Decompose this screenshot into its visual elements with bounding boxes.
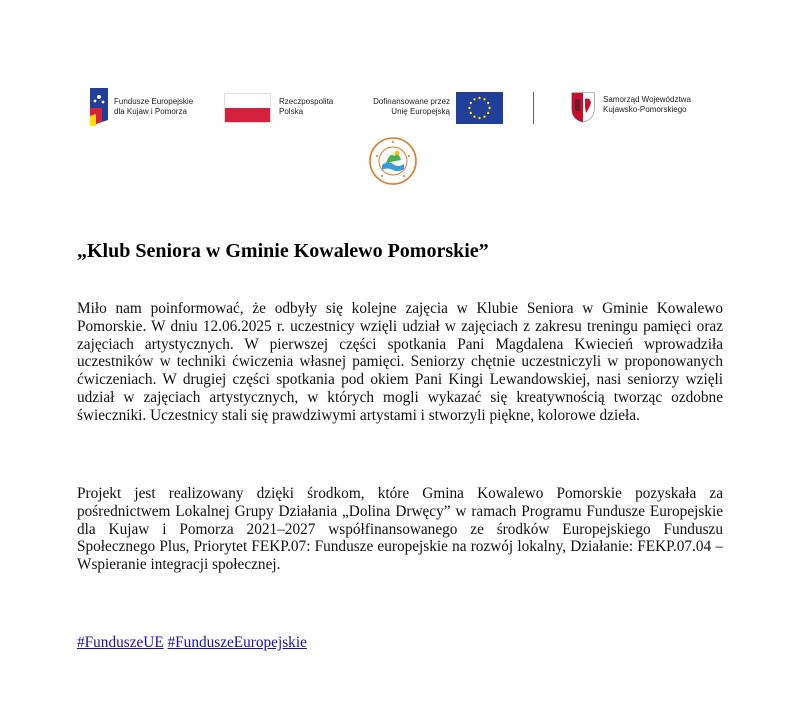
eu-flag-icon (456, 92, 503, 124)
article-title: „Klub Seniora w Gminie Kowalewo Pomorskie” (77, 240, 489, 262)
article-paragraph-2: Projekt jest realizowany dzięki środkom, które Gmina Kowalewo Pomorskie pozyskała za pośrednictwem Lokalnej Grupy Działania „Dolina Drwęcy” w ramach Programu Fundusze Europejskie dla Kujaw i Pomorza 2021–2027 współfinansowanego ze środków Europejskiego Funduszu Społecznego Plus, Priorytet FEKP.07: Fundusze europejskie na rozwój lokalny, Działanie: FEKP.07.04 – Wspieranie integracji społecznej. (77, 485, 723, 574)
fundusze-logo-line1: Fundusze Europejskie (114, 97, 194, 106)
article-paragraph-1: Miło nam poinformować, że odbyły się kolejne zajęcia w Klubie Seniora w Gminie Kowalewo Pomorskie. W dniu 12.06.2025 r. uczestnicy wzięli udział w zajęciach z zakresu treningu pamięci oraz zajęciach artystycznych. W pierwszej części spotkania Pani Magdalena Kwiecień wprowadziła uczestników w techniki ćwiczenia własnej pamięci. Seniorzy chętnie uczestniczyli w proponowanych ćwiczeniach. W drugiej części spotkania pod okiem Pani Kingi Lewandowskiej, nasi seniorzy wzięli udział w zajęciach artystycznych, w których mogli wykazać się kreatywnością tworząc ozdobne świeczniki. Uczestnicy stali się prawdziwymi artystami i stworzyli piękne, kolorowe dzieła. (77, 300, 723, 424)
rp-logo-line2: Polska (279, 107, 304, 116)
eu-logo-line1: Dofinansowane przez (373, 97, 450, 106)
logo-separator (533, 92, 534, 124)
hashtag-funduszeeuropejskie-link[interactable]: #FunduszeEuropejskie (167, 634, 307, 651)
polish-flag-icon (224, 93, 271, 123)
eu-logo-line2: Unię Europejską (391, 107, 450, 116)
rp-logo-line1: Rzeczpospolita (279, 97, 334, 106)
kujawsko-pomorskie-coat-of-arms-icon (570, 91, 596, 123)
hashtag-funduszeue-link[interactable]: #FunduszeUE (77, 634, 164, 651)
logo-strip (0, 0, 800, 200)
samorzad-logo-text (603, 95, 691, 115)
lgd-dolina-drwecy-logo-icon (368, 136, 418, 186)
fundusze-europejskie-logo-icon (86, 86, 110, 128)
kp-logo-line1: Samorząd Województwa (603, 95, 691, 104)
kp-logo-line2: Kujawsko-Pomorskiego (603, 105, 687, 114)
rzeczpospolita-logo-text (279, 97, 333, 117)
fundusze-europejskie-logo-text (114, 97, 193, 117)
eu-funding-logo-text (360, 97, 450, 117)
hashtags (77, 634, 307, 652)
fundusze-logo-line2: dla Kujaw i Pomorza (114, 107, 187, 116)
